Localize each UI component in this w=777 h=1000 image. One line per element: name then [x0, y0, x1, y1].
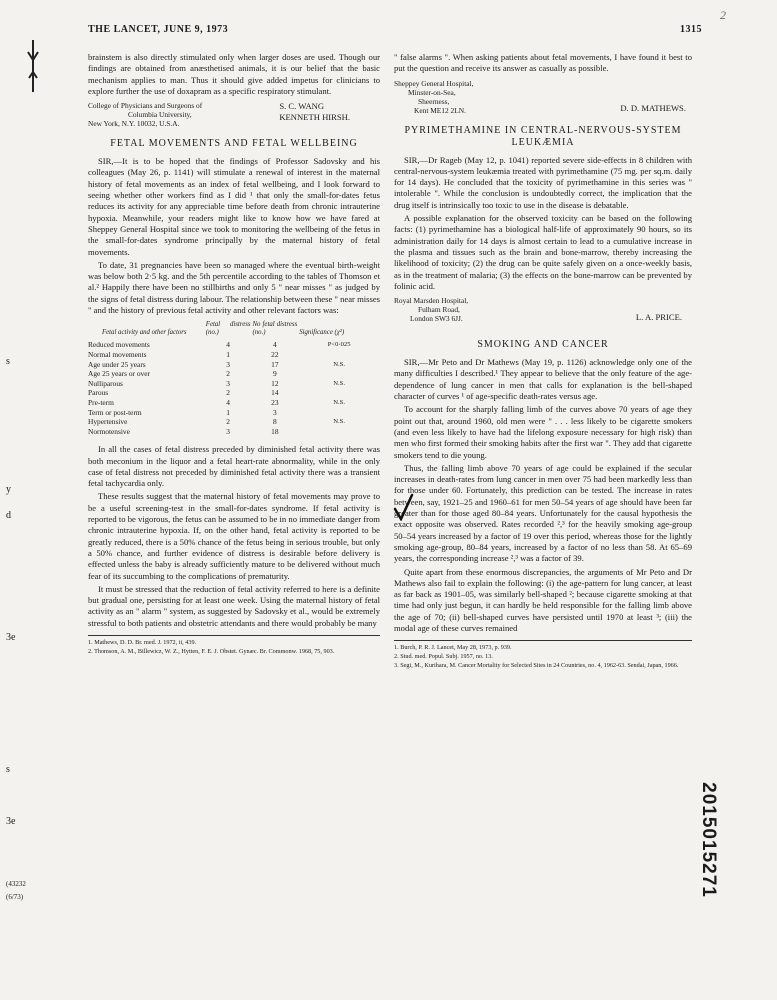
body-paragraph: SIR,—Dr Rageb (May 12, p. 1041) reported severe side-effects in 8 children with central-nervous-system leukæmia treated with pyrimethamine (75 mg. per sq.m. daily for 14 days). He concluded that the toxicity of pyrimethamine in this series was " intolerable ". While the conclusion is undoubtedly correct, the implication that the drug itself is intrinsically too toxic to use in the disease is debatable. — [394, 154, 692, 210]
table-row: Reduced movements 4 4 P<0·025 — [88, 340, 351, 350]
table-row: Hypertensive 2 8 N.S. — [88, 417, 345, 427]
body-paragraph: SIR,—Mr Peto and Dr Mathews (May 19, p. 1126) acknowledge only one of the many difficulties I described.¹ They appear to believe that the only feature of the age-dependence of lung cancer in men that calls for explanation is the bell-shaped character of curves ¹ of age-specific death-rates versus age. — [394, 357, 692, 402]
author-names: S. C. WANG KENNETH HIRSH. — [279, 101, 350, 123]
body-paragraph: To account for the sharply falling limb of the curves above 70 years of age they point out that, around 1960, old men were " . . . less likely to be cigarette smokers (and even less likely to have had the lifelong exposure necessary for high risk) than men who first formed their smoking habits after the first war ". They add that cigarette smokers tend to die young. — [394, 404, 692, 460]
table-header: Fetal activity and other factors — [102, 329, 187, 337]
table-row: Age under 25 years 3 17 N.S. — [88, 359, 345, 369]
edge-mark: s — [6, 356, 10, 367]
signature-block — [394, 296, 692, 323]
author-address: College of Physicians and Surgeons of Columbia University, New York, N.Y. 10032, U.S.A. — [88, 101, 203, 129]
edge-mark: d — [6, 510, 11, 521]
table-header: Fetal distress (no.) — [205, 321, 251, 337]
table-row: Term or post-term 1 3 — [88, 407, 277, 417]
table-row: Nulliparous 3 12 N.S. — [88, 378, 345, 388]
left-column — [88, 52, 380, 657]
letter-heading: FETAL MOVEMENTS AND FETAL WELLBEING — [110, 138, 358, 150]
letter-heading: PYRIMETHAMINE IN CENTRAL-NERVOUS-SYSTEM LEUKÆMIA — [404, 124, 682, 148]
body-paragraph: Thus, the falling limb above 70 years of age could be explained if the secular increases in death-rates from lung cancer in men over 75 had been markedly less than for those under 60. Fortunately, this prediction can be tested. The increase in rates between, say, 1921–25 and 1960–61 for men 50–54 years of age should have been far greater than for those aged 80–84 years. Unfortunately for the causal hypothesis the exact opposite was observed. Rates recorded ²,³ for the heavily smoking age-group 50–54 years increased by a factor of 19 over this period, whereas those for the lightly smoking age-group, 80–84 years, increased by a factor of no less than 58. At 65–69 years, the corresponding increase ²,³ was a factor of 39. — [394, 462, 692, 564]
running-head: THE LANCET, JUNE 9, 1973 — [88, 24, 229, 35]
footnote: 1. Mathews, D. D. Br. med. J. 1972, ii, 439. — [88, 639, 197, 647]
footnote: 3. Segi, M., Kurihara, M. Cancer Mortality for Selected Sites in 24 Countries, no. 4, 1962-63. Sendai, Japan, 1966. — [394, 662, 679, 670]
document-id-stamp: 2015015271 — [698, 782, 719, 898]
table-row: Pre-term 4 23 N.S. — [88, 397, 345, 407]
table-row: Age 25 years or over 2 9 — [88, 369, 277, 379]
handwritten-check-mark — [392, 493, 414, 521]
signature-block — [394, 79, 692, 115]
footnote: 1. Burch, P. R. J. Lancet, May 28, 1973, p. 939. — [394, 644, 512, 652]
body-paragraph: SIR,—It is to be hoped that the findings of Professor Sadovsky and his colleagues (May 26, p. 1141) will stimulate a renewal of interest in the maternal history of fetal movements as an index of fetal wellbeing, and I look forward to seeing whether other workers find as I did ¹ that only the small-for-dates fetus reduces its activity for any appreciable time before death from chronic intrauterine hypoxia. Meanwhile, your readers might like to know how we have fared at Sheppey General Hospital since we took to monitoring the wellbeing of the fetus in the small-for-dates syndrome principally by the maternal history of fetal movements. — [88, 156, 380, 257]
table-row: Normal movements 1 22 — [88, 349, 279, 359]
edge-mark: 3e — [6, 816, 16, 827]
right-column — [394, 52, 692, 671]
edge-mark: y — [6, 484, 11, 495]
signature-block — [88, 101, 380, 128]
edge-mark: 3e — [6, 632, 16, 643]
table-row: Parous 2 14 — [88, 388, 279, 398]
edge-mark: s — [6, 764, 10, 775]
footnotes — [394, 640, 692, 670]
page-number: 1315 — [680, 24, 702, 35]
body-paragraph: Quite apart from these enormous discrepancies, the arguments of Mr Peto and Dr Mathews also fail to explain the following: (i) the age-pattern for lung cancer, at least as far back as 1901–05, was similarly bell-shaped ²; because cigarette smoking at that time had only just begun, it can hardly be held responsible for the falling limb above the age of 70; (ii) bell-shaped curves have persisted until 1970 at least ³; (iii) the modal age of these curves remained — [394, 566, 692, 633]
body-paragraph: A possible explanation for the observed toxicity can be based on the following facts: (1) pyrimethamine has a biological half-life of approximately 90 hours, so its administration daily for 14 days is almost certain to lead to a cumulative increase in the plasma and tissues such as the brain and bone-marrow, thereby increasing the likelihood of toxicity; (2) the drug can be quite safely given on a once-weekly basis, as in the treatment of malaria; (3) the effects on the bone-marrow can be prevented by folinic acid. — [394, 213, 692, 291]
fetal-distress-table — [88, 320, 380, 436]
author-address: Sheppey General Hospital, Minster-on-Sea, Sheerness, Kent ME12 2LN. — [394, 78, 474, 115]
footnotes — [88, 635, 380, 656]
body-paragraph: brainstem is also directly stimulated only when larger doses are used. Though our findings are obtained from anæsthetised animals, it is our belief that the basic mechanism applies to man. Thus it should give added impetus for clinicians to explore further the use of doxapram as a specific respiratory stimulant. — [88, 52, 380, 96]
binder-hole-mark — [26, 40, 40, 92]
body-paragraph: It must be stressed that the reduction of fetal activity referred to here is a definite but gradual one, persisting for at least one week. Using the maternal history of fetal activity as an " alarm " system, as suggested by Sadovsky et al., would be extremely stressful to both patients and obstetric attendants and there would probably be many — [88, 583, 380, 628]
author-name: L. A. PRICE. — [635, 311, 682, 322]
edge-mark: (6/73) — [6, 893, 24, 901]
author-name: D. D. MATHEWS. — [620, 103, 686, 114]
body-paragraph: To date, 31 pregnancies have been so managed where the eventual birth-weight was below both 2·5 kg. and the 5th percentile according to the tables of Thomson et al.² Happily there have been no stillbirths and only 5 " near misses " as judged by the signs of fetal distress during labour. The relationship between these " near misses " and the history of previous fetal activity and other relevant factors was: — [88, 259, 380, 316]
body-paragraph: " false alarms ". When asking patients about fetal movements, I have found it best to put the question and receive its answer as casually as possible. — [394, 52, 692, 74]
body-paragraph: These results suggest that the maternal history of fetal movements may prove to be a useful screening-test in the small-for-dates syndrome. If fetal activity is reported to be vigorous, the fetus can be assumed to be in no immediate danger from chronic intrauterine hypoxia. If, on the other hand, fetal activity is reported to be greatly reduced, there is a 50% chance of the fetus being in serious trouble, but only a 50% chance, and further evidence of distress is desirable before delivery is effected unless the baby is already sufficiently mature to be delivered without much fear of its succumbing to the complications of prematurity. — [88, 491, 380, 581]
table-header: Significance (χ²) — [299, 329, 345, 337]
table-row: Normotensive 3 18 — [88, 426, 279, 436]
footnote: 2. Thomson, A. M., Billewicz, W. Z., Hytten, F. E. J. Obstet. Gynæc. Br. Commonw. 1968, 75, 903. — [88, 648, 335, 656]
edge-mark: (43232 — [6, 880, 26, 888]
author-address: Royal Marsden Hospital, Fulham Road, London SW3 6JJ. — [394, 296, 469, 324]
corner-mark: 2 — [720, 8, 726, 22]
footnote: 2. Stud. med. Popul. Subj. 1957, no. 13. — [394, 653, 493, 661]
table-header: No fetal distress (no.) — [252, 321, 298, 337]
body-paragraph: In all the cases of fetal distress preceded by diminished fetal activity there was both meconium in the liquor and a fetal heart-rate abnormality, while in the only case of fetal distress not preceded by diminished fetal activity there was a transient fetal tachycardia only. — [88, 444, 380, 489]
letter-heading: SMOKING AND CANCER — [477, 339, 609, 351]
